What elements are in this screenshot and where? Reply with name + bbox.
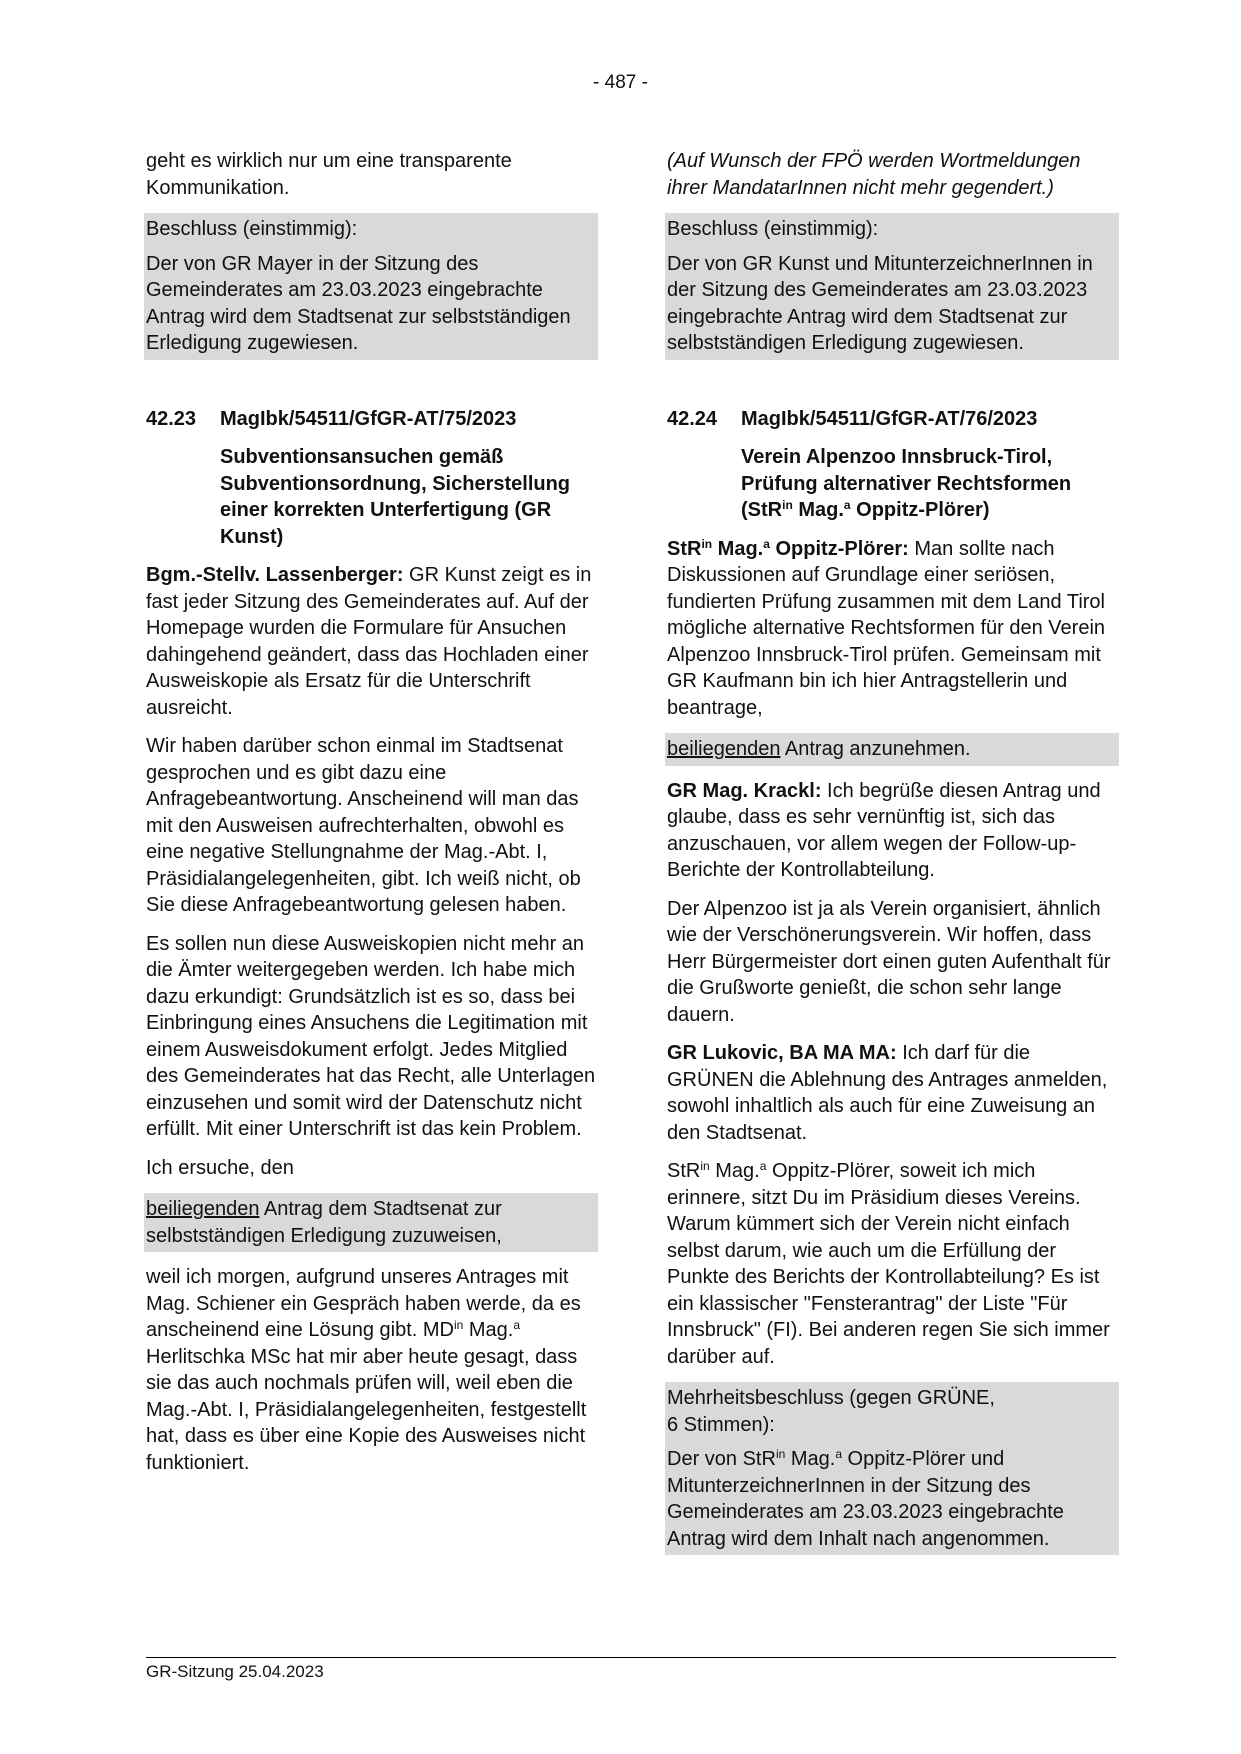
resolution-title: Beschluss (einstimmig): [146, 218, 358, 240]
speaker-name [667, 538, 909, 560]
resolution-box [665, 1382, 1119, 1555]
superscript: in [454, 1318, 464, 1332]
superscript: a [513, 1318, 521, 1332]
resolution-text [667, 1446, 1117, 1552]
speech-paragraph: Der Alpenzoo ist ja als Verein organisiert, ähnlich wie der Verschönerungsverein. Wir hoffen, dass Herr Bürgermeister dort einen guten Aufenthalt für die Grußworte genießt, die schon sehr lange dauern. [667, 897, 1111, 1026]
speech-text: Mag. [709, 1160, 760, 1182]
speech-paragraph [667, 1158, 1117, 1370]
subject-text: Oppitz-Plörer) [850, 499, 990, 521]
footer-rule [146, 1657, 1116, 1658]
superscript: in [701, 536, 713, 551]
speech-text: StR [667, 1160, 701, 1182]
resolution-text-part: Der von StR [667, 1448, 776, 1470]
resolution-text: Der von GR Kunst und MitunterzeichnerInnen in der Sitzung des Gemeinderates am 23.03.2023 eingebrachte Antrag wird dem Stadtsenat zur selbstständigen Erledigung zugewiesen. [667, 252, 1093, 354]
left-column [146, 148, 596, 1488]
speech-paragraph: Wir haben darüber schon einmal im Stadtsenat gesprochen und es gibt dazu eine Anfragebeantwortung. Anscheinend will man das mit den Ausweisen aufrechterhalten, obwohl es eine negative Stellungnahme der Mag.-Abt. I, Präsidialangelegenheiten, gibt. Ich weiß nicht, ob Sie diese Anfragebeantwortung gelesen haben. [146, 735, 581, 916]
superscript: a [763, 536, 770, 551]
request-text: Antrag anzunehmen. [780, 738, 971, 760]
request-underlined: beiliegenden [146, 1198, 260, 1220]
resolution-box [665, 213, 1119, 360]
superscript: in [700, 1159, 710, 1173]
resolution-title [667, 1385, 1117, 1438]
superscript: a [835, 1447, 842, 1461]
speech-text: Mag. [463, 1319, 514, 1341]
speech-paragraph [146, 562, 596, 721]
speech-text: Oppitz-Plörer, soweit ich mich erinnere, sitzt Du im Präsidium dieses Vereins. Warum kümmert sich der Verein nicht einfach selbst darum, wie auch um die Erfüllung der Punkte des Berichts der Kontrollabteilung? Es ist ein klassischer "Fensterantrag" der Liste "Für Innsbruck" (FI). Bei anderen regen Sie sich immer darüber auf. [667, 1160, 1110, 1368]
superscript: in [782, 498, 793, 512]
speaker-name: Bgm.-Stellv. Lassenberger: [146, 564, 404, 586]
agenda-item-heading [146, 406, 596, 433]
intro-text: geht es wirklich nur um eine transparente Kommunikation. [146, 150, 512, 199]
agenda-item-code: MagIbk/54511/GfGR-AT/75/2023 [220, 407, 517, 430]
resolution-text-part: Mag. [785, 1448, 836, 1470]
speech-paragraph [667, 1040, 1117, 1146]
speech-paragraph: Es sollen nun diese Ausweiskopien nicht mehr an die Ämter weitergegeben werden. Ich habe mich dazu erkundigt: Grundsätzlich ist es so, dass bei Einbringung eines Ansuchens die Legitimation mit einem Ausweisdokument erfolgt. Jedes Mitglied des Gemeinderates hat das Recht, alle Unterlagen einzusehen und somit wird der Datenschutz nicht erfüllt. Mit einer Unterschrift ist das kein Problem. [146, 932, 596, 1140]
request-box [665, 733, 1119, 766]
agenda-item-subject [741, 444, 1117, 524]
speech-paragraph [667, 778, 1117, 884]
speech-text: Ich darf für die GRÜNEN die Ablehnung des Antrages anmelden, sowohl inhaltlich als auch für eine Zuweisung an den Stadtsenat. [667, 1042, 1108, 1144]
resolution-title-line: 6 Stimmen): [667, 1413, 775, 1436]
subject-text: Mag. [792, 499, 844, 521]
speaker-name: GR Lukovic, BA MA MA: [667, 1042, 897, 1064]
speaker-name: GR Mag. Krackl: [667, 779, 822, 802]
request-box [144, 1193, 598, 1252]
agenda-item-heading [667, 406, 1117, 433]
agenda-item-number: 42.23 [146, 407, 197, 430]
speech-paragraph: Ich ersuche, den [146, 1156, 294, 1179]
resolution-box [144, 213, 598, 360]
page-number: - 487 - [593, 72, 648, 93]
party-note: (Auf Wunsch der FPÖ werden Wortmeldungen ihrer MandatarInnen nicht mehr gegendert.) [667, 150, 1081, 199]
resolution-title: Beschluss (einstimmig): [667, 218, 879, 240]
request-underlined: beiliegenden [667, 738, 781, 760]
footer-text: GR-Sitzung 25.04.2023 [146, 1662, 324, 1681]
speaker-text: Mag. [712, 537, 764, 560]
agenda-item-code: MagIbk/54511/GfGR-AT/76/2023 [741, 407, 1038, 430]
request-text: Antrag dem Stadtsenat zur selbstständigen Erledigung zuzuweisen, [146, 1198, 502, 1247]
speech-paragraph [667, 536, 1117, 722]
subject-text: Verein Alpenzoo Innsbruck-Tirol, Prüfung alternativer Rechtsformen (StR [741, 446, 1072, 521]
speech-text: Man sollte nach Diskussionen auf Grundlage einer seriösen, fundierten Prüfung zusammen mit dem Land Tirol mögliche alternative Rechtsformen für den Verein Alpenzoo Innsbruck-Tirol prüfen. Gemeinsam mit GR Kaufmann bin ich hier Antragstellerin und beantrage, [667, 537, 1106, 719]
speaker-text: StR [667, 537, 702, 560]
superscript: a [843, 498, 851, 512]
resolution-text-part: Oppitz-Plörer und MitunterzeichnerInnen in der Sitzung des Gemeinderates am 23.03.2023 eingebrachte Antrag wird dem Inhalt nach angenommen. [667, 1448, 1064, 1550]
superscript: in [775, 1447, 786, 1461]
speech-text: Herlitschka MSc hat mir aber heute gesagt, dass sie das auch nochmals prüfen will, weil eben die Mag.-Abt. I, Präsidialangelegenheiten, festgestellt hat, dass es über eine Kopie des Ausweises nicht funktioniert. [146, 1345, 587, 1474]
speech-paragraph [146, 1264, 596, 1476]
resolution-text: Der von GR Mayer in der Sitzung des Gemeinderates am 23.03.2023 eingebrachte Antrag wird dem Stadtsenat zur selbstständigen Erledigung zugewiesen. [146, 252, 571, 354]
superscript: a [759, 1159, 767, 1173]
resolution-title-line: Mehrheitsbeschluss (gegen GRÜNE, [667, 1387, 995, 1409]
agenda-item-number: 42.24 [667, 407, 718, 430]
speech-text: Ich begrüße diesen Antrag und glaube, dass es sehr vernünftig ist, sich das anzuschauen, vor allem wegen der Follow-up-Berichte der Kontrollabteilung. [667, 779, 1101, 881]
agenda-item-subject: Subventionsansuchen gemäß Subventionsordnung, Sicherstellung einer korrekten Unterfertigung (GR Kunst) [220, 446, 571, 548]
speaker-text: Oppitz-Plörer: [769, 537, 909, 560]
right-column [667, 148, 1117, 1567]
speech-text: GR Kunst zeigt es in fast jeder Sitzung des Gemeinderates auf. Auf der Homepage wurden die Formulare für Ansuchen dahingehend geändert, dass das Hochladen einer Ausweiskopie als Ersatz für die Unterschrift ausreicht. [146, 564, 592, 719]
speech-text: weil ich morgen, aufgrund unseres Antrages mit Mag. Schiener ein Gespräch haben werde, da es anscheinend eine Lösung gibt. MD [146, 1266, 581, 1341]
